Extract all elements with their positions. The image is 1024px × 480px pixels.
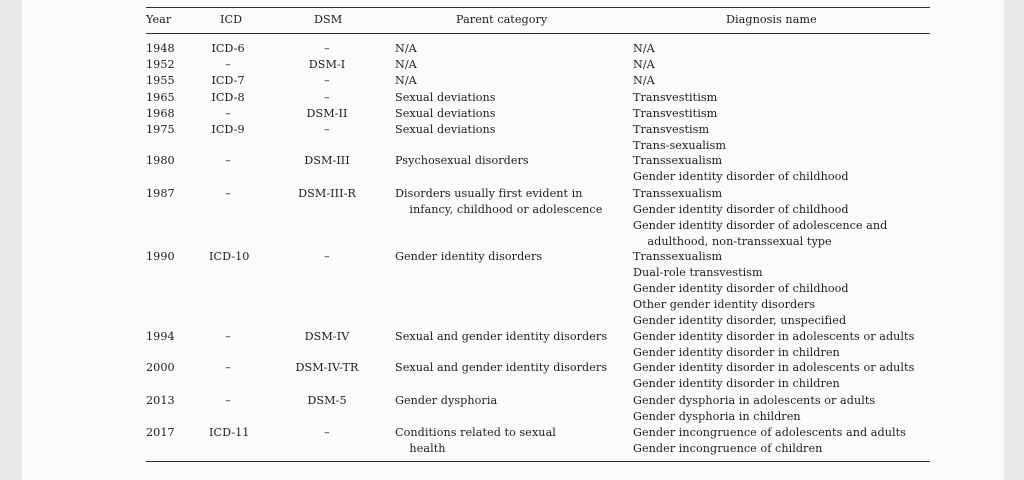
diagnosis-name-cell: Transvestism	[633, 123, 710, 136]
diagnosis-name-cell: Gender dysphoria in adolescents or adults	[633, 394, 876, 407]
year-cell: 1975	[146, 123, 175, 136]
dsm-cell: –	[324, 74, 330, 87]
year-cell: 1994	[146, 330, 175, 343]
table-header-rule	[146, 33, 930, 34]
icd-cell: ICD-9	[211, 123, 245, 136]
diagnosis-name-cell: Transvestitism	[633, 107, 718, 120]
icd-cell: –	[225, 107, 231, 120]
year-cell: 1952	[146, 58, 175, 71]
table-top-rule	[146, 7, 930, 8]
parent-category-cell: Disorders usually first evident in	[395, 187, 583, 200]
diagnosis-name-cell: Transsexualism	[633, 154, 723, 167]
dsm-cell: –	[324, 91, 330, 104]
parent-category-cell: Conditions related to sexual	[395, 426, 556, 439]
dsm-cell: –	[324, 123, 330, 136]
dsm-cell: –	[324, 42, 330, 55]
dsm-cell: –	[324, 426, 330, 439]
year-cell: 1948	[146, 42, 175, 55]
parent-category-cell: Gender dysphoria	[395, 394, 498, 407]
diagnosis-name-cell: Gender incongruence of adolescents and adults	[633, 426, 906, 439]
diagnosis-name-cell: Transsexualism	[633, 250, 723, 263]
dsm-cell: DSM-IV-TR	[295, 361, 359, 374]
year-cell: 2013	[146, 394, 175, 407]
diagnosis-name-cell: N/A	[633, 42, 655, 55]
parent-category-cell: Sexual and gender identity disorders	[395, 361, 608, 374]
diagnosis-name-cell: Transvestitism	[633, 91, 718, 104]
parent-category-cell: Sexual deviations	[395, 91, 496, 104]
header-dsm: DSM	[314, 13, 343, 26]
document-page	[22, 0, 1004, 480]
icd-cell: –	[225, 330, 231, 343]
icd-cell: ICD-6	[211, 42, 245, 55]
diagnosis-name-cell: Other gender identity disorders	[633, 298, 816, 311]
icd-cell: ICD-8	[211, 91, 245, 104]
year-cell: 1987	[146, 187, 175, 200]
year-cell: 1968	[146, 107, 175, 120]
parent-category-cell: health	[395, 442, 446, 455]
parent-category-cell: Gender identity disorders	[395, 250, 543, 263]
year-cell: 1955	[146, 74, 175, 87]
header-year: Year	[146, 13, 172, 26]
dsm-cell: DSM-I	[308, 58, 346, 71]
parent-category-cell: N/A	[395, 74, 417, 87]
parent-category-cell: N/A	[395, 42, 417, 55]
diagnosis-name-cell: Gender identity disorder of adolescence and	[633, 219, 888, 232]
diagnosis-name-cell: Gender dysphoria in children	[633, 410, 801, 423]
diagnosis-name-cell: Gender identity disorder of childhood	[633, 170, 849, 183]
diagnosis-name-cell: N/A	[633, 74, 655, 87]
year-cell: 2000	[146, 361, 175, 374]
diagnosis-name-cell: Gender identity disorder of childhood	[633, 203, 849, 216]
header-icd: ICD	[220, 13, 243, 26]
icd-cell: –	[225, 58, 231, 71]
diagnosis-name-cell: Gender identity disorder in adolescents or adults	[633, 361, 915, 374]
icd-cell: –	[225, 154, 231, 167]
diagnosis-name-cell: Gender incongruence of children	[633, 442, 823, 455]
dsm-cell: –	[324, 250, 330, 263]
icd-cell: –	[225, 394, 231, 407]
icd-cell: ICD-10	[209, 250, 250, 263]
year-cell: 1990	[146, 250, 175, 263]
parent-category-cell: Sexual and gender identity disorders	[395, 330, 608, 343]
icd-cell: ICD-11	[209, 426, 250, 439]
diagnosis-name-cell: adulthood, non-transsexual type	[633, 235, 832, 248]
dsm-cell: DSM-III-R	[298, 187, 356, 200]
dsm-cell: DSM-5	[307, 394, 347, 407]
header-parent-category: Parent category	[456, 13, 548, 26]
diagnosis-name-cell: Gender identity disorder in children	[633, 346, 840, 359]
diagnosis-name-cell: N/A	[633, 58, 655, 71]
header-diagnosis-name: Diagnosis name	[726, 13, 817, 26]
icd-cell: ICD-7	[211, 74, 245, 87]
diagnosis-name-cell: Dual-role transvestism	[633, 266, 763, 279]
table-bottom-rule	[146, 461, 930, 462]
dsm-cell: DSM-IV	[304, 330, 350, 343]
diagnosis-name-cell: Trans-sexualism	[633, 139, 727, 152]
parent-category-cell: Psychosexual disorders	[395, 154, 529, 167]
parent-category-cell: N/A	[395, 58, 417, 71]
icd-cell: –	[225, 361, 231, 374]
year-cell: 1980	[146, 154, 175, 167]
diagnosis-name-cell: Transsexualism	[633, 187, 723, 200]
year-cell: 1965	[146, 91, 175, 104]
diagnosis-name-cell: Gender identity disorder of childhood	[633, 282, 849, 295]
dsm-cell: DSM-II	[306, 107, 348, 120]
diagnosis-name-cell: Gender identity disorder in children	[633, 377, 840, 390]
diagnosis-name-cell: Gender identity disorder, unspecified	[633, 314, 847, 327]
parent-category-cell: Sexual deviations	[395, 123, 496, 136]
diagnosis-name-cell: Gender identity disorder in adolescents or adults	[633, 330, 915, 343]
year-cell: 2017	[146, 426, 175, 439]
dsm-cell: DSM-III	[304, 154, 350, 167]
parent-category-cell: infancy, childhood or adolescence	[395, 203, 603, 216]
parent-category-cell: Sexual deviations	[395, 107, 496, 120]
icd-cell: –	[225, 187, 231, 200]
